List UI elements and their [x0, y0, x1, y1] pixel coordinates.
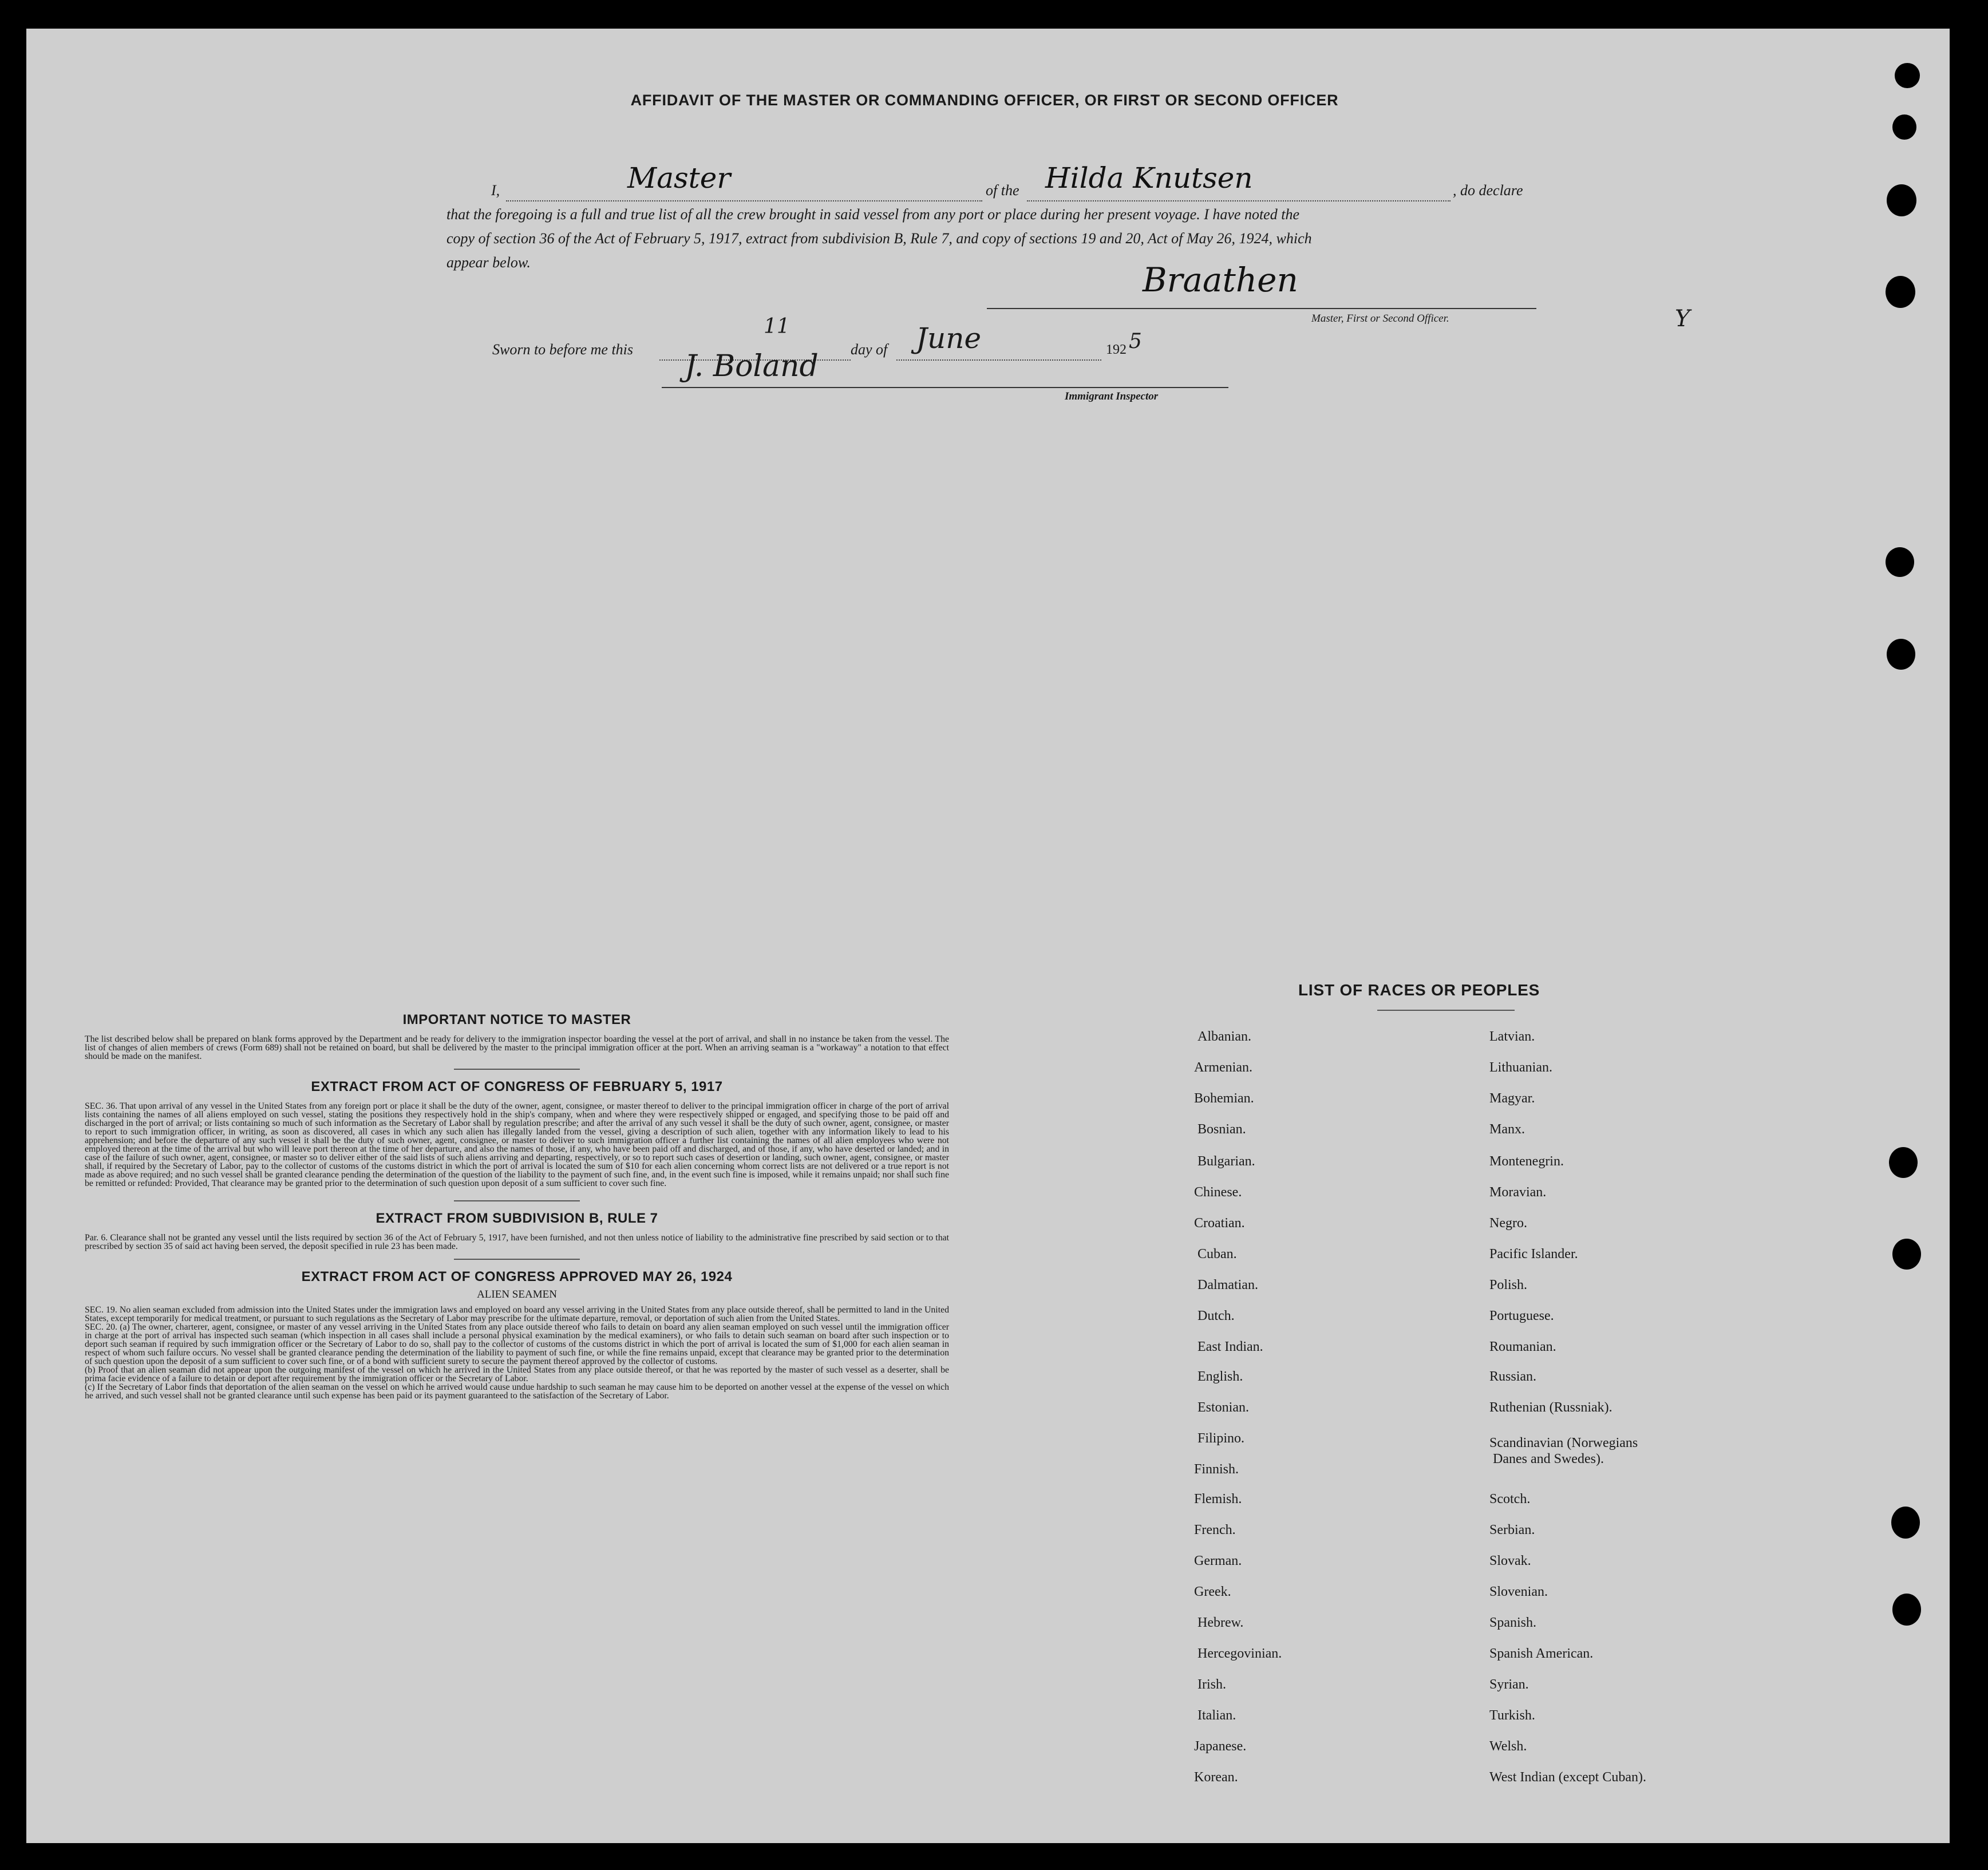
race-item: Irish.: [1197, 1677, 1226, 1692]
document-page: [26, 29, 1950, 1843]
race-item: Finnish.: [1194, 1462, 1239, 1477]
race-item: Japanese.: [1194, 1739, 1247, 1754]
race-item: Syrian.: [1489, 1677, 1529, 1692]
race-item: Lithuanian.: [1489, 1060, 1552, 1075]
extract-1924-subtitle: ALIEN SEAMEN: [477, 1288, 557, 1300]
extract-rule7-title: EXTRACT FROM SUBDIVISION B, RULE 7: [376, 1211, 658, 1226]
binder-hole: [1886, 547, 1914, 577]
master-handwritten: Master: [627, 161, 731, 195]
race-item: Bulgarian.: [1197, 1154, 1255, 1169]
divider: [454, 1200, 580, 1201]
race-item: Korean.: [1194, 1770, 1238, 1785]
race-item: Latvian.: [1489, 1029, 1535, 1044]
month-line: [896, 359, 1101, 361]
races-title-rule: [1377, 1010, 1515, 1011]
affidavit-line-4: appear below.: [446, 254, 531, 271]
day-handwritten: 11: [764, 315, 790, 338]
race-item: Hercegovinian.: [1197, 1646, 1282, 1661]
race-item: French.: [1194, 1523, 1236, 1537]
race-item: Greek.: [1194, 1584, 1231, 1599]
race-item: Albanian.: [1197, 1029, 1251, 1044]
race-item: Polish.: [1489, 1278, 1528, 1292]
notice-title: IMPORTANT NOTICE TO MASTER: [402, 1012, 631, 1027]
margin-mark: Y: [1675, 306, 1690, 332]
affidavit-line-2: that the foregoing is a full and true list of all the crew brought in said vessel from any port or place during her present voyage. I have noted the: [446, 206, 1299, 223]
race-item: Russian.: [1489, 1369, 1537, 1384]
race-item: Croatian.: [1194, 1216, 1245, 1231]
officer-caption: Master, First or Second Officer.: [1311, 313, 1449, 325]
race-item: Filipino.: [1197, 1431, 1245, 1446]
month-handwritten: June: [916, 322, 982, 355]
race-item: Ruthenian (Russniak).: [1489, 1400, 1612, 1415]
race-item: Scotch.: [1489, 1492, 1531, 1507]
divider: [454, 1069, 580, 1070]
i-label: I,: [491, 182, 500, 199]
binder-hole: [1895, 63, 1920, 88]
binder-hole: [1889, 1147, 1918, 1178]
sworn-label: Sworn to before me this: [492, 341, 634, 358]
race-item: Negro.: [1489, 1216, 1527, 1231]
race-item: Slovenian.: [1489, 1584, 1548, 1599]
day-of-label: day of: [851, 341, 888, 358]
sec20a-text: SEC. 20. (a) The owner, charterer, agent, consignee, or master of any vessel arriving in the United States from any place outside thereof who fails to detain on board any alien seaman employed on such vessel until the immigration officer in charge at the port of arrival has inspected such seaman (which inspection in all cases shall include a personal physical examination by the medical examiners), or who fails to detain such seaman on board after such inspection or to deport such seaman if required by such immigration officer or the Secretary of Labor to do so, shall pay to the collector of customs of the customs district in which the port of arrival is located the sum of $1,000 for each alien seaman in respect of whom such failure occurs. No vessel shall be granted clearance pending the determination of the liability to payment of such fine, or while the fine remains unpaid, except that clearance may be granted prior to the determination of such question upon the deposit of a sum sufficient to cover such fine, or of a bond with sufficient surety to secure the payment thereof approved by the collector of customs.: [85, 1322, 949, 1366]
year-printed: 192: [1106, 342, 1127, 357]
binder-hole: [1887, 639, 1915, 670]
binder-hole: [1887, 184, 1916, 216]
year-handwritten: 5: [1129, 330, 1142, 353]
of-the-label: of the: [986, 182, 1019, 199]
race-item: Serbian.: [1489, 1523, 1535, 1537]
sec19-text: SEC. 19. No alien seaman excluded from admission into the United States under the immigration laws and employed on board any vessel arriving in the United States from any place outside thereof, shall be permitted to land in the United States, except temporarily for medical treatment, or pursuant to such regulations as the Secretary of Labor may prescribe for the ultimate departure, removal, or deportation of such alien from the United States.: [85, 1305, 949, 1323]
race-item: Estonian.: [1197, 1400, 1249, 1415]
vessel-line: [1027, 200, 1451, 201]
races-title: LIST OF RACES OR PEOPLES: [1298, 981, 1540, 999]
extract-1917-text: SEC. 36. That upon arrival of any vessel in the United States from any foreign port or place it shall be the duty of the owner, agent, consignee, or master thereof to deliver to the principal immigration officer in charge of the port of arrival lists containing the names of all aliens employed on such vessel, stating the positions they respectively hold in the ship's company, when and where they were respectively shipped or engaged, and specifying those to be paid off and discharged in the port of arrival; or lists containing so much of such information as the Secretary of Labor shall by regulation prescribe; and after the arrival of any such vessel it shall be the duty of such owner, agent, consignee, or master to report to such immigration officer, in writing, as soon as discovered, all cases in which any such alien has illegally landed from the vessel, giving a description of such alien, together with any information likely to lead to his apprehension; and before the departure of any such vessel it shall be the duty of such owner, agent, consignee, or master to deliver to such immigration officer a further list containing the names of all alien employees who were not employed thereon at the time of the arrival but who will leave port thereon at the time of her departure, and also the names of those, if any, who have been paid off and discharged, and of those, if any, who have deserted or landed; and in case of the failure of such owner, agent, consignee, or master so to deliver either of the said lists of such aliens arriving and departing, respectively, or so to report such cases of desertion or landing, such owner, agent, consignee, or master shall, if required by the Secretary of Labor, pay to the collector of customs of the customs district in which the port of arrival is located the sum of $10 for each alien concerning whom correct lists are not delivered or a true report is not made as above required; and no such vessel shall be granted clearance pending the determination of the question of the liability to the payment of such fine, and, in the event such fine is imposed, while it remains unpaid; nor shall such fine be remitted or refunded: Provided, That clearance may be granted prior to the determination of such question upon deposit of a sum sufficient to cover such fine.: [85, 1101, 949, 1188]
race-item: West Indian (except Cuban).: [1489, 1770, 1646, 1785]
binder-hole: [1891, 1507, 1920, 1539]
race-item: Dutch.: [1197, 1308, 1235, 1323]
race-item: Cuban.: [1197, 1247, 1237, 1262]
officer-signature: Braathen: [1143, 260, 1298, 299]
race-item: Danes and Swedes).: [1493, 1452, 1604, 1466]
extract-rule7-text: Par. 6. Clearance shall not be granted any vessel until the lists required by section 36 of the Act of February 5, 1917, have been furnished, and not then unless notice of liability to the administrative fine prescribed by said section or to that prescribed by section 35 of said act having been served, the deposit specified in rule 23 has been made.: [85, 1233, 949, 1251]
race-item: Manx.: [1489, 1122, 1525, 1137]
extract-1924-title: EXTRACT FROM ACT OF CONGRESS APPROVED MAY 26, 1924: [301, 1269, 733, 1284]
race-item: Spanish American.: [1489, 1646, 1594, 1661]
race-item: English.: [1197, 1369, 1243, 1384]
race-item: Roumanian.: [1489, 1339, 1556, 1354]
race-item: Turkish.: [1489, 1708, 1535, 1723]
race-item: Welsh.: [1489, 1739, 1527, 1754]
declare-label: , do declare: [1453, 182, 1523, 199]
race-item: Armenian.: [1194, 1060, 1252, 1075]
race-item: Bohemian.: [1194, 1091, 1254, 1106]
race-item: Spanish.: [1489, 1615, 1537, 1630]
race-item: Pacific Islander.: [1489, 1247, 1578, 1262]
inspector-signature-line: [662, 387, 1228, 388]
sec20b-text: (b) Proof that an alien seaman did not appear upon the outgoing manifest of the vessel on which he arrived in the United States from any place outside thereof, or that he was reported by the master of such vessel as a deserter, shall be prima facie evidence of a failure to detain or deport after requirement by the immigration officer or the Secretary of Labor.: [85, 1365, 949, 1383]
race-item: Chinese.: [1194, 1185, 1242, 1200]
notice-text: The list described below shall be prepared on blank forms approved by the Department and be ready for delivery to the immigration inspector boarding the vessel at the port of arrival, and shall in no instance be taken from the vessel. The list of changes of alien members of crews (Form 689) shall not be retained on board, but shall be delivered by the master to the principal immigration officer at the port. When an arriving seaman is a "workaway" a notation to that effect should be made on the manifest.: [85, 1034, 949, 1061]
binder-hole: [1892, 1594, 1921, 1626]
race-item: Scandinavian (Norwegians: [1489, 1436, 1638, 1450]
inspector-signature: J. Boland: [685, 349, 819, 384]
divider: [454, 1259, 580, 1260]
sec20c-text: (c) If the Secretary of Labor finds that deportation of the alien seaman on the vessel on which he arrived would cause undue hardship to such seaman he may cause him to be deported on another vessel at the expense of the vessel on which he arrived, and such vessel shall not be granted clearance until such expense has been paid or its payment guaranteed to the satisfaction of the Secretary of Labor.: [85, 1382, 949, 1401]
binder-hole: [1892, 1239, 1921, 1270]
binder-hole: [1886, 276, 1915, 308]
notice-section: [85, 1012, 949, 1400]
extract-1917-title: EXTRACT FROM ACT OF CONGRESS OF FEBRUARY 5, 1917: [311, 1079, 723, 1094]
inspector-caption: Immigrant Inspector: [1065, 390, 1159, 402]
race-item: East Indian.: [1197, 1339, 1263, 1354]
race-item: Magyar.: [1489, 1091, 1535, 1106]
race-item: Flemish.: [1194, 1492, 1242, 1507]
binder-hole: [1892, 114, 1916, 140]
race-item: Italian.: [1197, 1708, 1236, 1723]
race-item: Moravian.: [1489, 1185, 1547, 1200]
race-item: Dalmatian.: [1197, 1278, 1258, 1292]
officer-signature-line: [987, 308, 1536, 309]
race-item: German.: [1194, 1553, 1242, 1568]
race-item: Hebrew.: [1197, 1615, 1244, 1630]
race-item: Slovak.: [1489, 1553, 1531, 1568]
vessel-handwritten: Hilda Knutsen: [1045, 161, 1253, 195]
race-item: Bosnian.: [1197, 1122, 1246, 1137]
affidavit-title: AFFIDAVIT OF THE MASTER OR COMMANDING OFFICER, OR FIRST OR SECOND OFFICER: [630, 92, 1339, 109]
race-item: Portuguese.: [1489, 1308, 1554, 1323]
race-item: Montenegrin.: [1489, 1154, 1564, 1169]
master-line: [506, 200, 982, 201]
affidavit-line-3: copy of section 36 of the Act of February 5, 1917, extract from subdivision B, Rule 7, and copy of sections 19 and 20, Act of May 26, 1924, which: [446, 230, 1312, 247]
